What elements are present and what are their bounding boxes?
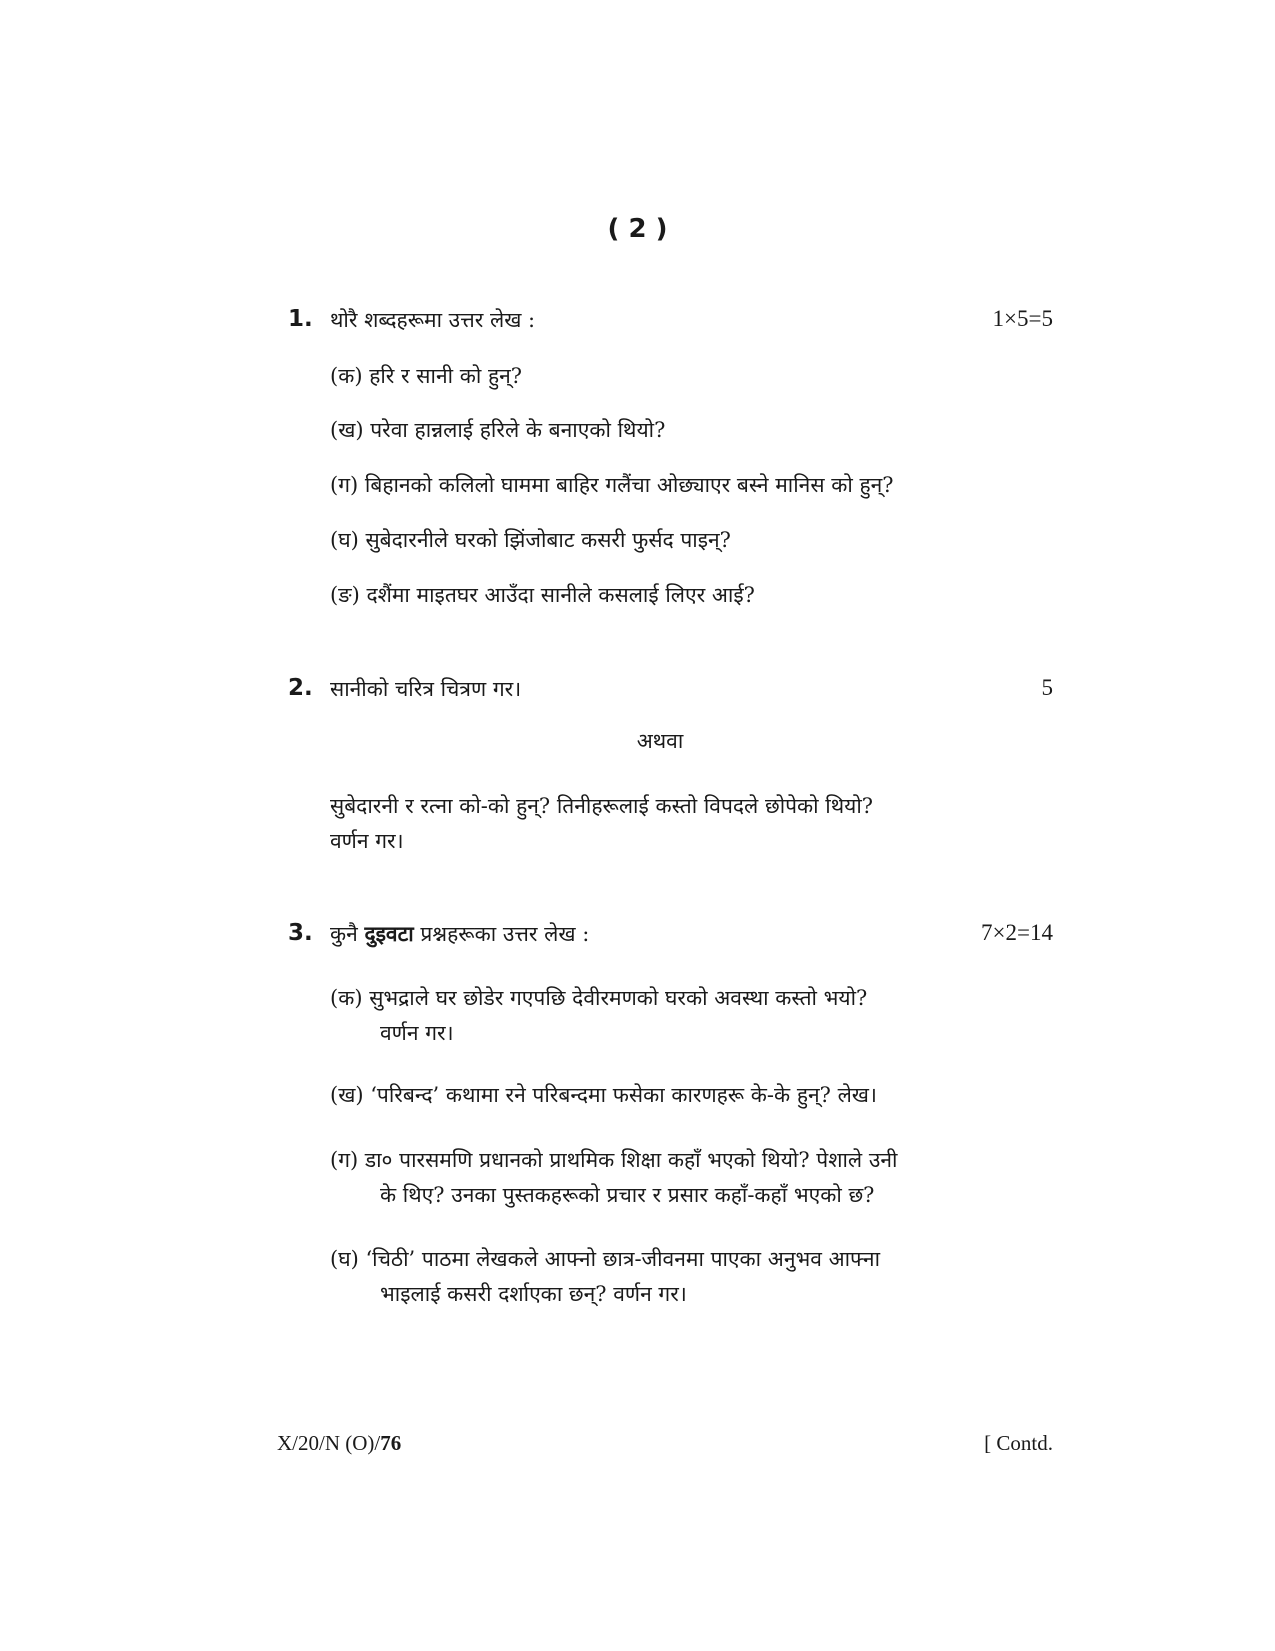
q3-item-gha-line1: (घ) ‘चिठी’ पाठमा लेखकले आफ्नो छात्र-जीवनमा पाएका अनुभव आफ्ना [330, 1247, 881, 1271]
paper-code [277, 1431, 401, 1456]
q3-marks: 7×2=14 [981, 920, 1053, 945]
q1-title: थोरै शब्दहरूमा उत्तर लेख : [330, 308, 536, 332]
q2-alt-line1: सुबेदारनी र रत्ना को-को हुन्? तिनीहरूलाई कस्तो विपदले छोपेको थियो? [330, 794, 874, 818]
paper-code-prefix: X/20/N (O)/ [277, 1431, 381, 1455]
q3-title [330, 920, 589, 948]
q2-alt-line2: वर्णन गर। [330, 829, 404, 853]
q3-item-ga-line1: (ग) डा० पारसमणि प्रधानको प्राथमिक शिक्षा कहाँ भएको थियो? पेशाले उनी [330, 1148, 898, 1172]
q1-item-gha: (घ) सुबेदारनीले घरको झिंजोबाट कसरी फुर्सद पाइन्? [330, 528, 731, 552]
q3-title-pre: कुनै [330, 922, 365, 946]
q2-number: 2. [288, 675, 313, 701]
page-number: ( 2 ) [607, 214, 668, 244]
q1-item-ka: (क) हरि र सानी को हुन्? [330, 364, 523, 388]
contd-label: [ Contd. [984, 1431, 1053, 1455]
q1-item-ga: (ग) बिहानको कलिलो घाममा बाहिर गलैंचा ओछ्याएर बस्ने मानिस को हुन्? [330, 473, 894, 497]
q1-marks: 1×5=5 [992, 306, 1053, 331]
paper-code-number: 76 [380, 1431, 402, 1455]
q3-item-ga-line2: के थिए? उनका पुस्तकहरूको प्रचार र प्रसार कहाँ-कहाँ भएको छ? [380, 1183, 875, 1207]
q3-title-bold: दुइवटा [364, 922, 414, 946]
q3-item-gha-line2: भाइलाई कसरी दर्शाएका छन्? वर्णन गर। [380, 1282, 687, 1306]
q1-item-nga: (ङ) दशैंमा माइतघर आउँदा सानीले कसलाई लिएर आई? [330, 583, 755, 607]
q3-item-kha-line1: (ख) ‘परिबन्द’ कथामा रने परिबन्दमा फसेका कारणहरू के-के हुन्? लेख। [330, 1083, 877, 1107]
q2-title: सानीको चरित्र चित्रण गर। [330, 677, 522, 701]
q3-number: 3. [288, 920, 313, 946]
q1-number: 1. [288, 306, 313, 332]
or-label: अथवा [636, 729, 684, 753]
q2-marks: 5 [1041, 675, 1053, 700]
q3-title-post: प्रश्नहरूका उत्तर लेख : [413, 922, 590, 946]
q3-item-ka-line2: वर्णन गर। [380, 1021, 454, 1045]
q3-item-ka-line1: (क) सुभद्राले घर छोडेर गएपछि देवीरमणको घरको अवस्था कस्तो भयो? [330, 986, 868, 1010]
q1-item-kha: (ख) परेवा हान्नलाई हरिले के बनाएको थियो? [330, 418, 666, 442]
